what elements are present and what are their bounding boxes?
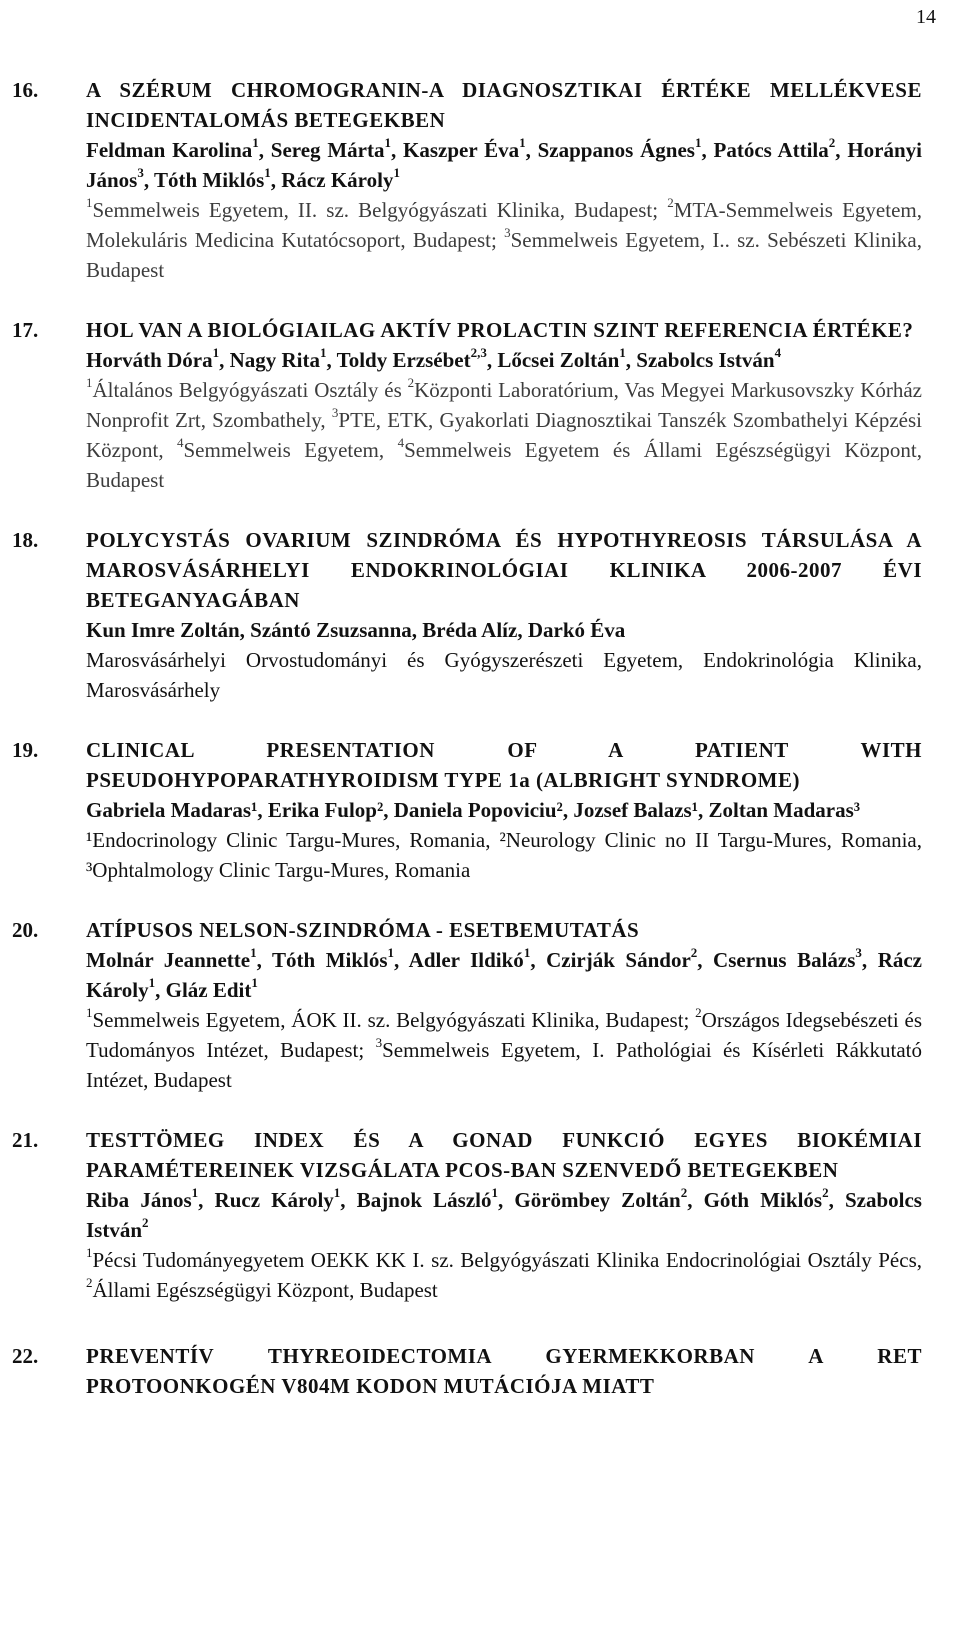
abstract-entry — [0, 75, 960, 285]
entry-affiliation: $^1$Semmelweis Egyetem, ÁOK II. sz. Belgyógyászati Klinika, Budapest; $^2$Országos Idegsebészeti és Tudományos Intézet, Budapest; $^3$Semmelweis Egyetem, I. Pathológiai és Kísérleti Rákkutató Intézet, Budapest — [86, 1005, 922, 1092]
entry-authors: Gabriela Madaras¹, Erika Fulop², Daniela Popoviciu², Jozsef Balazs¹, Zoltan Madaras³ — [86, 798, 861, 822]
entry-affiliation: $^1$Általános Belgyógyászati Osztály és $^2$Központi Laboratórium, Vas Megyei Markusovszky Kórház Nonprofit Zrt, Szombathely, $^3$PTE, ETK, Gyakorlati Diagnosztikai Tanszék Szombathelyi Képzési Központ, $^4$Semmelweis Egyetem, $^4$Semmelweis Egyetem és Állami Egészségügyi Központ, Budapest — [86, 375, 923, 492]
entry-number: 21. — [12, 1128, 39, 1152]
entry-authors: Kun Imre Zoltán, Szántó Zsuzsanna, Bréda Alíz, Darkó Éva — [86, 618, 626, 642]
entry-affiliation: $^1$Pécsi Tudományegyetem OEKK KK I. sz. Belgyógyászati Klinika Endocrinológiai Osztály Pécs, $^2$Állami Egészségügyi Központ, Budapest — [86, 1245, 922, 1302]
abstract-list — [0, 75, 960, 1431]
entry-number: 18. — [12, 528, 39, 552]
entry-authors: Riba János$^1$, Rucz Károly$^1$, Bajnok László$^1$, Görömbey Zoltán$^2$, Góth Miklós$^2$, Szabolcs István$^2$ — [86, 1185, 922, 1242]
abstract-entry — [0, 315, 960, 495]
page-number: 14 — [916, 6, 936, 28]
entry-affiliation: ¹Endocrinology Clinic Targu-Mures, Romania, ²Neurology Clinic no II Targu-Mures, Romania, ³Ophtalmology Clinic Targu-Mures, Romania — [86, 828, 922, 882]
abstract-entry — [0, 735, 960, 885]
abstract-entry — [0, 1341, 960, 1401]
entry-affiliation: $^1$Semmelweis Egyetem, II. sz. Belgyógyászati Klinika, Budapest; $^2$MTA-Semmelweis Egyetem, Molekuláris Medicina Kutatócsoport, Budapest; $^3$Semmelweis Egyetem, I.. sz. Sebészeti Klinika, Budapest — [86, 195, 922, 282]
abstract-entry — [0, 525, 960, 705]
entry-title: HOL VAN A BIOLÓGIAILAG AKTÍV PROLACTIN SZINT REFERENCIA ÉRTÉKE? — [86, 318, 914, 342]
entry-number: 19. — [12, 738, 39, 762]
entry-title: TESTTÖMEG INDEX ÉS A GONAD FUNKCIÓ EGYES BIOKÉMIAI PARAMÉTEREINEK VIZSGÁLATA PCOS-BAN SZENVEDŐ BETEGEKBEN — [86, 1128, 922, 1182]
entry-title: ATÍPUSOS NELSON-SZINDRÓMA - ESETBEMUTATÁS — [86, 918, 640, 942]
abstract-entry — [0, 1125, 960, 1305]
entry-authors: Horváth Dóra$^1$, Nagy Rita$^1$, Toldy Erzsébet$^{2,3}$, Lőcsei Zoltán$^1$, Szabolcs István$^4$ — [86, 345, 782, 372]
entry-title: PREVENTÍV THYREOIDECTOMIA GYERMEKKORBAN A RET PROTOONKOGÉN V804M KODON MUTÁCIÓJA MIATT — [86, 1344, 922, 1398]
entry-authors: Feldman Karolina$^1$, Sereg Márta$^1$, Kaszper Éva$^1$, Szappanos Ágnes$^1$, Patócs Attila$^2$, Horányi János$^3$, Tóth Miklós$^1$, Rácz Károly$^1$ — [86, 135, 922, 192]
entry-title: CLINICAL PRESENTATION OF A PATIENT WITH PSEUDOHYPOPARATHYROIDISM TYPE 1a (ALBRIGHT SYNDROME) — [86, 738, 922, 792]
entry-number: 22. — [12, 1344, 39, 1368]
entry-number: 16. — [12, 78, 39, 102]
entry-title: POLYCYSTÁS OVARIUM SZINDRÓMA ÉS HYPOTHYREOSIS TÁRSULÁSA A MAROSVÁSÁRHELYI ENDOKRINOLÓGIAI KLINIKA 2006-2007 ÉVI BETEGANYAGÁBAN — [86, 528, 922, 612]
abstract-entry — [0, 915, 960, 1095]
entry-title: A SZÉRUM CHROMOGRANIN-A DIAGNOSZTIKAI ÉRTÉKE MELLÉKVESE INCIDENTALOMÁS BETEGEKBEN — [86, 78, 922, 132]
entry-number: 17. — [12, 318, 39, 342]
entry-authors: Molnár Jeannette$^1$, Tóth Miklós$^1$, Adler Ildikó$^1$, Czirják Sándor$^2$, Csernus Balázs$^3$, Rácz Károly$^1$, Gláz Edit$^1$ — [86, 945, 922, 1002]
entry-number: 20. — [12, 918, 39, 942]
entry-affiliation: Marosvásárhelyi Orvostudományi és Gyógyszerészeti Egyetem, Endokrinológia Klinika, Marosvásárhely — [86, 648, 922, 702]
